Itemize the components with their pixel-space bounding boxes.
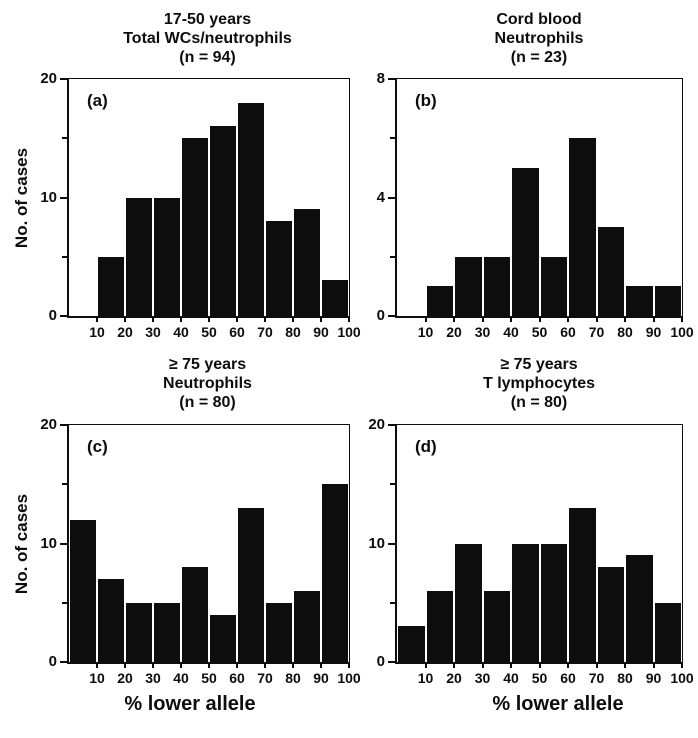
x-axis-tick [425, 316, 427, 322]
histogram-bar [484, 591, 511, 662]
x-axis-tick-label: 30 [145, 670, 161, 686]
y-axis-major-tick [388, 78, 396, 80]
x-axis-tick [624, 316, 626, 322]
histogram-bar [322, 484, 348, 662]
x-axis-tick [292, 662, 294, 668]
y-axis-major-tick [388, 315, 396, 317]
x-axis-label: % lower allele [124, 693, 256, 715]
y-axis-tick-label: 0 [376, 307, 385, 324]
x-axis-tick-label: 20 [446, 324, 462, 340]
x-axis-tick [208, 316, 210, 322]
x-axis-tick-label: 50 [531, 324, 548, 340]
x-axis-tick-label: 20 [117, 324, 133, 340]
x-axis-tick-label: 70 [588, 324, 605, 340]
y-axis-minor-tick [390, 256, 396, 258]
panel-a-title [37, 10, 378, 67]
panel-a-plot [40, 70, 361, 340]
x-axis-tick-label: 80 [285, 324, 301, 340]
y-axis-minor-tick [62, 602, 68, 604]
histogram-bar [455, 544, 482, 663]
x-axis-tick [152, 662, 154, 668]
panel-b-plot [376, 70, 694, 340]
y-axis-tick-label: 20 [368, 416, 385, 433]
y-axis-minor-tick [390, 137, 396, 139]
panel-c-title [37, 355, 378, 412]
panel-c-bars-layer [69, 425, 349, 662]
histogram-bar [427, 591, 454, 662]
panel-c-plot [40, 416, 361, 686]
histogram-bar [322, 280, 348, 316]
x-axis-tick [539, 662, 541, 668]
x-axis-tick [624, 662, 626, 668]
x-axis-tick [236, 316, 238, 322]
panel-b-title [365, 10, 698, 67]
y-axis-major-tick [388, 543, 396, 545]
histogram-bar [154, 198, 180, 317]
y-axis-label: No. of cases [12, 493, 31, 595]
panel-b-title-line-3: (n = 23) [510, 49, 568, 66]
x-axis-tick [320, 316, 322, 322]
x-axis-tick-label: 80 [285, 670, 301, 686]
x-axis-tick-label: 70 [257, 670, 273, 686]
x-axis-tick [567, 662, 569, 668]
panel-d-bars-layer [397, 425, 682, 662]
histogram-bar [210, 126, 236, 316]
y-axis-tick-label: 8 [376, 70, 385, 87]
y-axis-tick-label: 10 [40, 534, 57, 552]
panel-a-letter: (a) [87, 91, 108, 110]
x-axis-tick [510, 662, 512, 668]
x-axis-tick [653, 662, 655, 668]
panel-b-letter: (b) [415, 91, 437, 110]
panel-d-title-line-1: ≥ 75 years [500, 356, 578, 373]
x-axis-tick [96, 662, 98, 668]
histogram-bar [154, 603, 180, 662]
x-axis-tick-label: 10 [89, 324, 105, 340]
y-axis-minor-tick [390, 483, 396, 485]
histogram-bar [598, 567, 625, 662]
x-axis-tick [264, 316, 266, 322]
x-axis-tick-label: 10 [89, 670, 105, 686]
histogram-bar [98, 257, 124, 316]
x-axis-tick [180, 316, 182, 322]
x-axis-tick-label: 60 [229, 324, 245, 340]
histogram-bar [484, 257, 511, 316]
y-axis-minor-tick [390, 602, 396, 604]
histogram-bar [70, 520, 96, 662]
x-axis-tick [539, 316, 541, 322]
histogram-bar [655, 286, 682, 316]
x-axis-tick-label: 80 [617, 670, 633, 686]
x-axis-tick-label: 30 [474, 324, 491, 340]
y-axis-tick-label: 4 [376, 188, 385, 206]
y-axis-major-tick [60, 78, 68, 80]
histogram-bar [182, 567, 208, 662]
panel-d-title [365, 355, 698, 412]
y-axis-minor-tick [62, 483, 68, 485]
x-axis-tick-label: 90 [313, 670, 329, 686]
histogram-bar [626, 555, 653, 662]
x-axis-tick [681, 662, 683, 668]
histogram-bar [182, 138, 208, 316]
x-axis-tick-label: 10 [417, 324, 434, 340]
histogram-bar [455, 257, 482, 316]
x-axis-tick-label: 100 [670, 324, 694, 340]
x-axis-tick [236, 662, 238, 668]
x-axis-label: % lower allele [492, 693, 624, 715]
x-axis-tick [208, 662, 210, 668]
histogram-bar [427, 286, 454, 316]
x-axis-tick [453, 316, 455, 322]
x-axis-tick-label: 90 [645, 324, 662, 340]
histogram-bar [294, 591, 320, 662]
panel-d-plot [368, 416, 694, 686]
y-axis-major-tick [60, 661, 68, 663]
histogram-bar [294, 209, 320, 316]
histogram-bar [598, 227, 625, 316]
x-axis-tick-label: 70 [588, 670, 605, 686]
y-axis-tick-label: 20 [40, 416, 57, 433]
x-axis-tick [482, 662, 484, 668]
panel-a-title-line-1: 17-50 years [163, 11, 252, 28]
histogram-bar [541, 544, 568, 663]
histogram-bar [512, 168, 539, 316]
histogram-bar [655, 603, 682, 662]
histogram-bar [626, 286, 653, 316]
x-axis-tick [124, 316, 126, 322]
x-axis-tick [453, 662, 455, 668]
x-axis-tick [124, 662, 126, 668]
x-axis-tick [152, 316, 154, 322]
x-axis-tick [180, 662, 182, 668]
y-axis-tick-label: 0 [48, 653, 57, 670]
x-axis-tick [96, 316, 98, 322]
panel-a-title-line-2: Total WCs/neutrophils [123, 30, 292, 47]
x-axis-tick-label: 50 [201, 324, 217, 340]
y-axis-major-tick [60, 315, 68, 317]
histogram-bar [398, 626, 425, 662]
histogram-bar [238, 508, 264, 662]
panel-c-title-line-2: Neutrophils [163, 375, 252, 392]
x-axis-tick [264, 662, 266, 668]
y-axis-major-tick [60, 543, 68, 545]
x-axis-tick-label: 50 [531, 670, 548, 686]
x-axis-tick [596, 662, 598, 668]
x-axis-tick [320, 662, 322, 668]
y-axis-tick-label: 0 [48, 307, 57, 324]
histogram-bar [126, 603, 152, 662]
y-axis-major-tick [388, 197, 396, 199]
y-axis-tick-label: 0 [376, 653, 385, 670]
x-axis-tick-label: 40 [503, 670, 519, 686]
x-axis-tick-label: 100 [670, 670, 694, 686]
x-axis-tick-label: 60 [560, 670, 576, 686]
histogram-bar [238, 103, 264, 316]
x-axis-tick [292, 316, 294, 322]
x-axis-tick-label: 20 [446, 670, 462, 686]
y-axis-minor-tick [62, 256, 68, 258]
y-axis-major-tick [60, 424, 68, 426]
x-axis-tick-label: 60 [229, 670, 245, 686]
y-axis-minor-tick [62, 137, 68, 139]
panel-b-title-line-1: Cord blood [496, 11, 582, 28]
panel-c-title-line-3: (n = 80) [179, 394, 236, 411]
y-axis-tick-label: 10 [40, 188, 57, 206]
x-axis-tick-label: 50 [201, 670, 217, 686]
histogram-bar [98, 579, 124, 662]
panel-a-title-line-3: (n = 94) [179, 49, 236, 66]
x-axis-tick [425, 662, 427, 668]
y-axis-major-tick [60, 197, 68, 199]
panel-d-title-line-3: (n = 80) [510, 394, 568, 411]
histogram-bar [210, 615, 236, 662]
x-axis-tick-label: 90 [313, 324, 329, 340]
histogram-bar [569, 508, 596, 662]
x-axis-tick-label: 30 [474, 670, 491, 686]
x-axis-tick-label: 10 [417, 670, 434, 686]
x-axis-tick-label: 80 [617, 324, 633, 340]
x-axis-tick [653, 316, 655, 322]
x-axis-tick-label: 40 [173, 670, 189, 686]
x-axis-tick-label: 30 [145, 324, 161, 340]
x-axis-tick-label: 100 [337, 670, 361, 686]
y-axis-tick-label: 10 [368, 534, 385, 552]
histogram-bar [569, 138, 596, 316]
x-axis-tick [510, 316, 512, 322]
panel-d-title-line-2: T lymphocytes [482, 375, 596, 392]
histogram-bar [126, 198, 152, 317]
x-axis-tick-label: 20 [117, 670, 133, 686]
x-axis-tick-label: 60 [560, 324, 576, 340]
y-axis-label: No. of cases [12, 147, 31, 249]
x-axis-tick-label: 90 [645, 670, 662, 686]
x-axis-tick [596, 316, 598, 322]
y-axis-major-tick [388, 424, 396, 426]
x-axis-tick-label: 70 [257, 324, 273, 340]
panel-c-letter: (c) [87, 437, 108, 456]
x-axis-tick-label: 100 [337, 324, 361, 340]
x-axis-tick [482, 316, 484, 322]
histogram-bar [541, 257, 568, 316]
x-axis-tick [567, 316, 569, 322]
y-axis-tick-label: 20 [40, 70, 57, 87]
x-axis-tick-label: 40 [173, 324, 189, 340]
x-axis-tick [681, 316, 683, 322]
panel-a-bars-layer [69, 79, 349, 316]
panel-d-letter: (d) [415, 437, 437, 456]
histogram-bar [266, 603, 292, 662]
x-axis-tick-label: 40 [503, 324, 519, 340]
panel-b-title-line-2: Neutrophils [494, 30, 584, 47]
panel-c-title-line-1: ≥ 75 years [168, 356, 247, 373]
histogram-bar [266, 221, 292, 316]
y-axis-major-tick [388, 661, 396, 663]
histogram-bar [512, 544, 539, 663]
panel-b-bars-layer [397, 79, 682, 316]
